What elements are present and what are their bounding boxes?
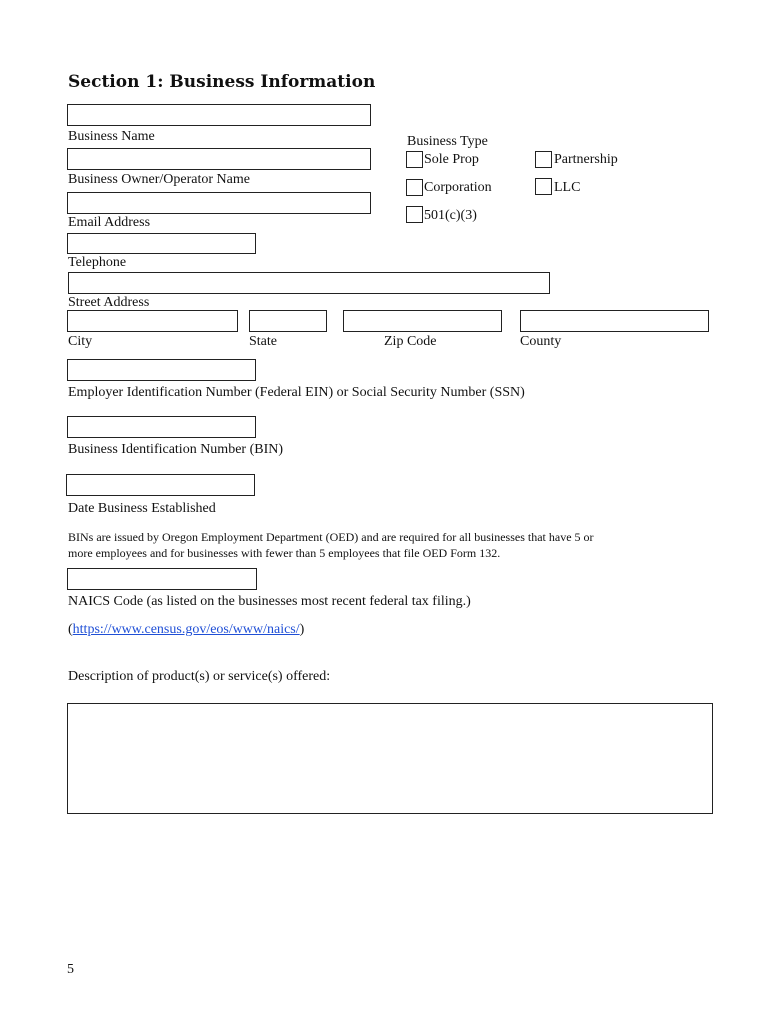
bin-label: Business Identification Number (BIN) bbox=[68, 442, 284, 457]
naics-link-line bbox=[68, 622, 304, 638]
owner-name-label: Business Owner/Operator Name bbox=[68, 172, 250, 187]
owner-name-input[interactable] bbox=[67, 148, 371, 170]
llc-label: LLC bbox=[554, 180, 581, 195]
naics-link-open: ( bbox=[68, 622, 73, 637]
corporation-checkbox[interactable] bbox=[406, 179, 423, 196]
naics-link[interactable]: https://www.census.gov/eos/www/naics/ bbox=[72, 622, 300, 637]
business-name-input[interactable] bbox=[67, 104, 371, 126]
corporation-label: Corporation bbox=[424, 180, 492, 195]
section-title: Section 1: Business Information bbox=[68, 72, 376, 92]
email-input[interactable] bbox=[67, 192, 371, 214]
zip-code-label: Zip Code bbox=[384, 334, 437, 349]
ein-input[interactable] bbox=[67, 359, 256, 381]
naics-label: NAICS Code (as listed on the businesses most recent federal tax filing.) bbox=[68, 594, 471, 609]
partnership-label: Partnership bbox=[554, 152, 618, 167]
bin-note-line1: BINs are issued by Oregon Employment Department (OED) and are required for all businesses that have 5 or bbox=[68, 530, 594, 544]
sole-prop-checkbox[interactable] bbox=[406, 151, 423, 168]
email-label: Email Address bbox=[68, 215, 151, 230]
ein-label: Employer Identification Number (Federal EIN) or Social Security Number (SSN) bbox=[68, 385, 525, 400]
naics-link-close: ) bbox=[299, 622, 305, 637]
date-established-input[interactable] bbox=[66, 474, 255, 496]
naics-input[interactable] bbox=[67, 568, 257, 590]
business-type-label: Business Type bbox=[407, 134, 488, 149]
date-established-label: Date Business Established bbox=[68, 501, 216, 516]
sole-prop-label: Sole Prop bbox=[424, 152, 479, 167]
501c3-label: 501(c)(3) bbox=[424, 208, 477, 223]
llc-checkbox[interactable] bbox=[535, 178, 552, 195]
bin-note-line2: more employees and for businesses with fewer than 5 employees that file OED Form 132. bbox=[68, 546, 501, 560]
description-label: Description of product(s) or service(s) offered: bbox=[68, 669, 331, 684]
zip-code-input[interactable] bbox=[343, 310, 502, 332]
street-address-input[interactable] bbox=[68, 272, 550, 294]
street-address-label: Street Address bbox=[68, 295, 150, 310]
bin-input[interactable] bbox=[67, 416, 256, 438]
501c3-checkbox[interactable] bbox=[406, 206, 423, 223]
partnership-checkbox[interactable] bbox=[535, 151, 552, 168]
city-input[interactable] bbox=[67, 310, 238, 332]
page-number: 5 bbox=[67, 962, 74, 977]
county-input[interactable] bbox=[520, 310, 709, 332]
description-textarea[interactable] bbox=[67, 703, 713, 814]
business-name-label: Business Name bbox=[68, 129, 155, 144]
state-label: State bbox=[249, 334, 277, 349]
telephone-input[interactable] bbox=[67, 233, 256, 254]
county-label: County bbox=[520, 334, 562, 349]
state-input[interactable] bbox=[249, 310, 327, 332]
city-label: City bbox=[68, 334, 93, 349]
telephone-label: Telephone bbox=[68, 255, 127, 270]
